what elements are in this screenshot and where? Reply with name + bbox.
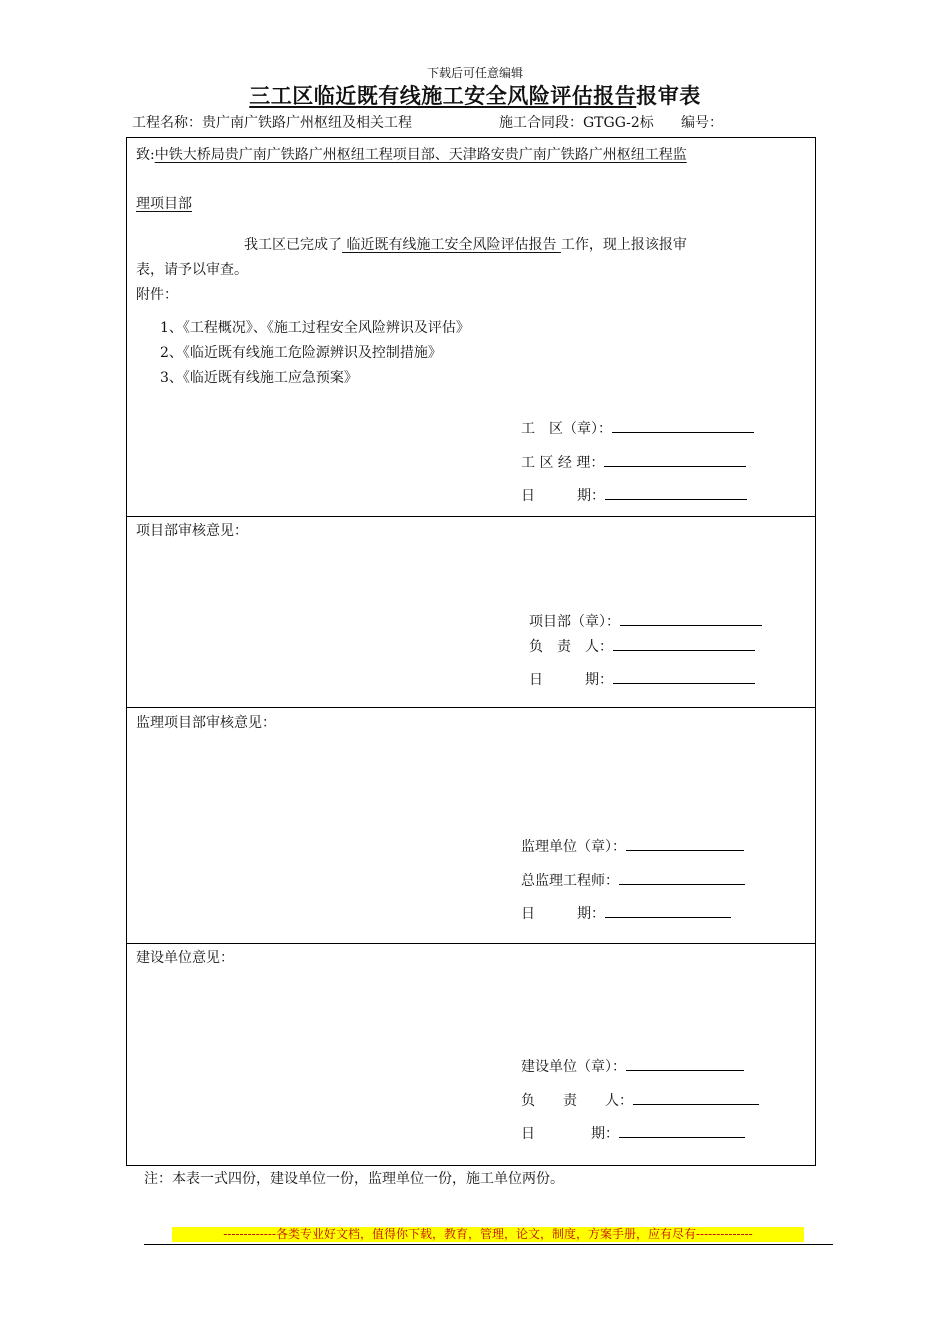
signature-project-dept-stamp [529, 612, 762, 631]
attachments-label: 附件： [136, 287, 178, 303]
section-divider [126, 943, 816, 944]
recipient-line-2: 理项目部 [136, 196, 192, 212]
sign-label: 监理单位（章）： [521, 839, 626, 855]
signature-line[interactable] [613, 637, 755, 651]
sign-label: 日 期： [521, 1126, 619, 1142]
sign-label: 负 责 人： [521, 1093, 633, 1109]
title-underlined-part: 三工区临近既有线施工安全风险评估报告 [249, 83, 637, 108]
signature-date [529, 670, 755, 689]
submission-body-line-2: 表，请予以审查。 [136, 262, 248, 278]
signature-line[interactable] [633, 1091, 759, 1105]
signature-work-area-stamp [521, 419, 754, 438]
section-divider [126, 516, 816, 517]
signature-chief-supervisor [521, 871, 745, 890]
to-label: 致: [136, 147, 155, 163]
sign-label: 工 区 经 理： [521, 455, 605, 471]
document-number-label: 编号： [681, 115, 723, 131]
signature-date [521, 486, 747, 505]
signature-supervision-unit-stamp [521, 837, 744, 856]
signature-line[interactable] [612, 419, 754, 433]
project-dept-review-label: 项目部审核意见： [136, 523, 248, 539]
signature-client-unit-stamp [521, 1057, 744, 1076]
body-suffix: 工作，现上报该报审 [560, 237, 687, 253]
contract-section: 施工合同段：GTGG-2标 [499, 115, 654, 131]
attachment-item: 3、《临近既有线施工应急预案》 [160, 370, 358, 386]
footer-banner: -------------各类专业好文档，值得你下载，教育，管理，论文，制度，方案手册，应有尽有-------------- [172, 1227, 804, 1242]
sign-label: 负 责 人： [529, 639, 613, 655]
sign-label: 日 期： [529, 672, 613, 688]
signature-line[interactable] [619, 1124, 745, 1138]
sign-label: 项目部（章）： [529, 614, 620, 630]
signature-line[interactable] [604, 453, 746, 467]
work-name: 临近既有线施工安全风险评估报告 [342, 237, 561, 253]
sign-label: 日 期： [521, 488, 605, 504]
signature-date [521, 1124, 745, 1143]
footer-rule [144, 1244, 833, 1245]
signature-line[interactable] [605, 486, 747, 500]
recipient-name: 中铁大桥局贵广南广铁路广州枢纽工程项目部、天津路安贵广南广铁路广州枢纽工程监 [154, 147, 687, 163]
signature-line[interactable] [605, 904, 731, 918]
signature-responsible-person [529, 637, 755, 656]
attachment-item: 1、《工程概况》、《施工过程安全风险辨识及评估》 [160, 320, 470, 336]
signature-line[interactable] [626, 1057, 744, 1071]
footnote: 注：本表一式四份，建设单位一份，监理单位一份，施工单位两份。 [144, 1171, 564, 1187]
signature-line[interactable] [619, 871, 745, 885]
project-name: 工程名称：贵广南广铁路广州枢纽及相关工程 [132, 115, 412, 131]
client-opinion-label: 建设单位意见： [136, 950, 234, 966]
title-rest: 报审表 [636, 83, 701, 108]
attachment-item: 2、《临近既有线施工危险源辨识及控制措施》 [160, 345, 442, 361]
sign-label: 日 期： [521, 906, 605, 922]
signature-line[interactable] [613, 670, 755, 684]
sign-label: 总监理工程师： [521, 873, 619, 889]
top-note: 下载后可任意编辑 [426, 66, 523, 80]
body-prefix: 我工区已完成了 [244, 237, 342, 253]
supervision-review-label: 监理项目部审核意见： [136, 715, 276, 731]
sign-label: 工 区（章）： [521, 421, 612, 437]
signature-line[interactable] [626, 837, 744, 851]
signature-responsible-person [521, 1091, 759, 1110]
submission-body [244, 236, 687, 254]
section-divider [126, 707, 816, 708]
sign-label: 建设单位（章）： [521, 1059, 626, 1075]
signature-line[interactable] [620, 612, 762, 626]
signature-work-area-manager [521, 453, 746, 472]
signature-date [521, 904, 731, 923]
page-title [0, 80, 950, 110]
recipient-line-1 [136, 146, 687, 164]
